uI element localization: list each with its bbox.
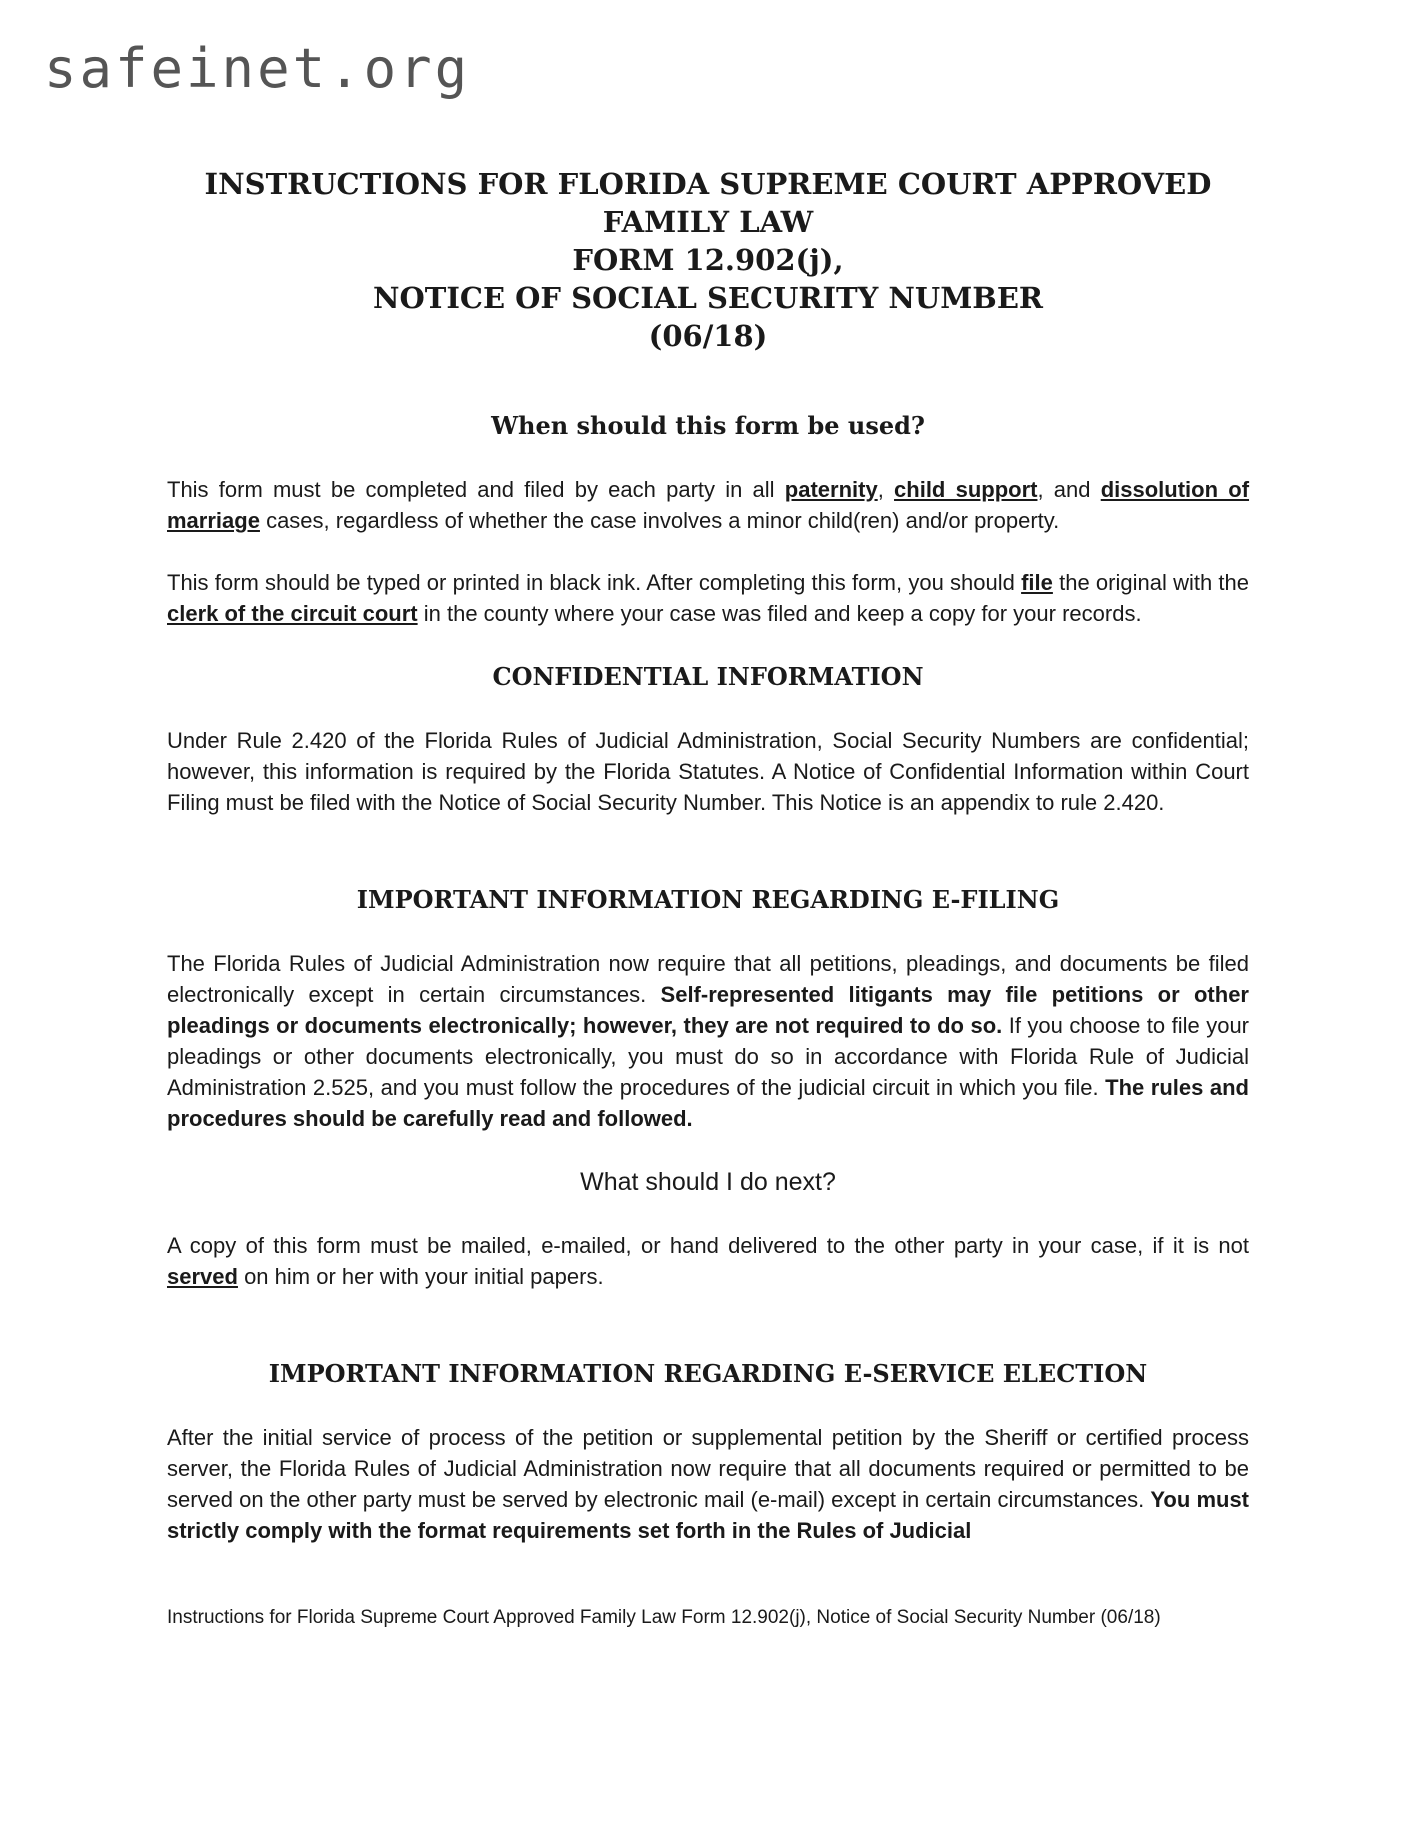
- child-support-link[interactable]: child support: [894, 477, 1038, 502]
- document-body: [167, 165, 1249, 1546]
- document-title: [167, 165, 1249, 355]
- when-paragraph-2: This form should be typed or printed in black ink. After completing this form, you should file the original with the clerk of the circuit court in the county where your case was filed and keep a copy for your records.: [167, 570, 1250, 626]
- served-link[interactable]: served: [167, 1264, 238, 1289]
- when-heading: When should this form be used?: [491, 411, 925, 440]
- title-line-3: NOTICE OF SOCIAL SECURITY NUMBER: [372, 281, 1044, 315]
- confidential-heading: CONFIDENTIAL INFORMATION: [492, 662, 924, 691]
- confidential-paragraph: Under Rule 2.420 of the Florida Rules of Judicial Administration, Social Security Numbers are confidential; however, this information is required by the Florida Statutes. A Notice of Confidential Information within Court Filing must be filed with the Notice of Social Security Number. This Notice is an appendix to rule 2.420.: [167, 728, 1249, 815]
- next-paragraph: A copy of this form must be mailed, e-mailed, or hand delivered to the other party in your case, if it is not served on him or her with your initial papers.: [167, 1233, 1249, 1289]
- page-footer: Instructions for Florida Supreme Court Approved Family Law Form 12.902(j), Notice of Social Security Number (06/18): [167, 1607, 1161, 1628]
- efiling-paragraph: The Florida Rules of Judicial Administration now require that all petitions, pleadings, and documents be filed electronically except in certain circumstances. Self-represented litigants may file petitions or other pleadings or documents electronically; however, they are not required to do so. If you choose to file your pleadings or other documents electronically, you must do so in accordance with Florida Rule of Judicial Administration 2.525, and you must follow the procedures of the judicial circuit in which you file. The rules and procedures should be carefully read and followed.: [167, 951, 1250, 1131]
- clerk-of-circuit-court-link[interactable]: clerk of the circuit court: [167, 601, 418, 626]
- eservice-heading: IMPORTANT INFORMATION REGARDING E-SERVICE ELECTION: [268, 1359, 1148, 1388]
- eservice-paragraph: After the initial service of process of the petition or supplemental petition by the Sheriff or certified process server, the Florida Rules of Judicial Administration now require that all documents required or permitted to be served on the other party must be served by electronic mail (e-mail) except in certain circumstances. You must strictly comply with the format requirements set forth in the Rules of Judicial: [167, 1425, 1250, 1543]
- title-line-2: FORM 12.902(j),: [572, 243, 844, 277]
- efiling-heading: IMPORTANT INFORMATION REGARDING E-FILING: [356, 885, 1060, 914]
- paternity-link[interactable]: paternity: [784, 477, 878, 502]
- watermark: safeinet.org: [44, 37, 471, 100]
- title-line-1: INSTRUCTIONS FOR FLORIDA SUPREME COURT APPROVED FAMILY LAW: [204, 167, 1212, 239]
- file-link[interactable]: file: [1021, 570, 1053, 595]
- next-heading: What should I do next?: [580, 1168, 836, 1196]
- title-line-4: (06/18): [648, 319, 768, 353]
- dissolution-of-marriage-link[interactable]: dissolution of marriage: [167, 477, 1250, 533]
- when-paragraph-1: This form must be completed and filed by each party in all paternity, child support, and dissolution of marriage cases, regardless of whether the case involves a minor child(ren) and/or property.: [167, 477, 1250, 533]
